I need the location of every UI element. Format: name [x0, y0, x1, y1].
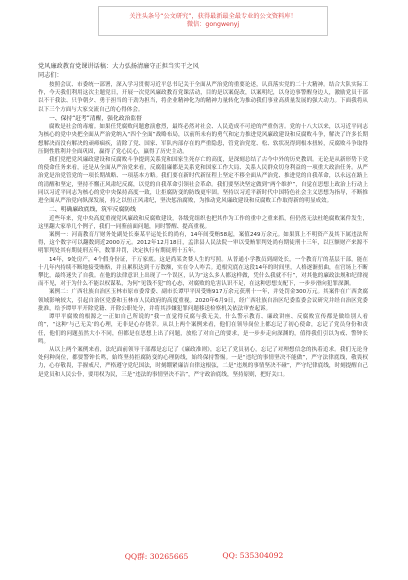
document-title: 党风廉政教育党课讲话稿：大力弘扬清廉守正担当实干之风: [38, 63, 199, 70]
section-heading: 一、保持“赶考”清醒，强化政治监督: [49, 115, 142, 122]
paragraph: 14年，9处房产，4个假身份证，千万家底。这是尚某贪婪人生的写照。从普通小学教员到副处长，一个教育厅的基层干部，能在十几年内持续不断地接受贿赂，并且累积达到千万数额，实在令人咋舌。追根究底在这段14年的时间里，人格逐渐扭曲，在官场上不断攀比，最终迷失了自我。在他的法律意识上出现了一个误区，认为“这么多人都这样做，凭什么我就不行”，对其他的廉政法规和纪律视而不见，对于为什么不能以权谋私，为何“见钱不犯”的心态，对腐败的危害认识不足，在这种思想支配下，一步步滑向犯罪深渊。: [38, 256, 368, 288]
paragraph: 腐败是社会的毒瘤。如果任凭腐败问题愈演愈烈，最终必然对社会、人民造成不可逆的严重伤害。党的十八大以来，以习近平同志为核心的党中央把全面从严治党纳入“四个全面”战略布局，以前所未有的勇气和定力推进党风廉政建设和反腐败斗争，解决了许多长期想解决而没有解决的顽瘴痼疾，清除了党、国家、军队内部存在的严重隐患，管党治党宽、松、软状况得到根本扭转，反腐败斗争取得压倒性胜利并全面巩固，赢得了党心民心，赢得了历史主动。: [38, 124, 368, 155]
footer-qq: QQ: 535304092: [222, 551, 284, 560]
footer-qq-group: QQ群: 30265665: [124, 552, 189, 561]
greeting: 同志们：: [38, 72, 63, 79]
paragraph: 案例一：河南教育厅财务处副处长秦某平运处长的尚有，14年间受贿58起，案值249万余元。如果算上不明资产及其下属违法所得，这个数字可以翻数到近2000万元。2012年12月18日，孟津县人民法院一审以受贿罪判处尚有期徒刑十三年，以巨额财产来源不明罪判处其有期徒刑五年，数罪并罚，决定执行有期徒刑十五年。: [38, 232, 368, 255]
section-heading: 二、明确廉政底线，筑牢反腐防线: [49, 207, 136, 214]
paragraph: 案例二：广西壮族自治区玉林市原市委常委、副市长谭甲平因受贿917万余元获刑十一年，并处罚金300万元。其案件在广西贪腐领域影响较大，引起自治区党委和玉林市人民政府的高度重视。2020年6月9日，经广西壮族自治区纪委监委会议研究并经自治区党委批准，给予谭甲平开除党籍、开除公职处分，并将其涉嫌犯罪问题移送检察机关依法审查起诉。: [38, 289, 368, 312]
document-paragraphs: [38, 81, 368, 379]
promo-banner-line2: 微信：gongwenyj: [186, 21, 240, 28]
paragraph: 谭甲平腐败的根源之一正如自己所说的“我一直觉得反腐与我无关，什么警示教育、廉政讲座、反腐败宣传都是做给别人看的”，“这种‘与己无关’的心理，无非是心存侥幸。从以上两个案例来看，他们在领导岗位上都忘记了初心使命，忘记了党员身份和责任，他们的问题虽然大小不同，但都是在思想上出了问题，放松了对自己的要求，是一步步走向深渊的，值得我们引以为戒、警钟长鸣。: [38, 314, 368, 345]
footer: [0, 551, 408, 565]
paragraph: 我们党把党风廉政建设和反腐败斗争提到关系党和国家生死存亡的高度，是深刻总结了古今中外的历史教训。无论是从新形势下党的使命任务来看，还是从全面从严治党来看，反腐倡廉都是关系党和国家工作大局、关系人民群众切身利益的一项重大政治任务。从严治党是治党管党的一项长期战略、一项基本方略。我们要在新时代新征程上坚定不移全面从严治党、推进党的自我革命，以永远在路上的清醒和坚定，坚持不懈正风肃纪反腐，以党的自我革命引领社会革命。我们要坚决坚定做到“两个维护”，自觉在思想上政治上行动上同以习近平同志为核心的党中央保持高度一致，让拒腐防变的防线更牢固。坚持以习近平新时代中国特色社会主义思想为指导，不断推进全面从严治党向纵深发展，持之以恒正风肃纪，坚决惩治腐败，为推动党风廉政建设和反腐败工作取得新的明显成效。: [38, 157, 368, 205]
paragraph: 从以上两个案例来看，法纪面前领导干部都是忘记了《廉政准则》，忘记了党员初心，忘记了对理想信念的执着追求。我们无论身处何种岗位，都要警钟长鸣，始终坚持拒腐防变的心理防线，始终保持警惕。一是“违纪的事情坚决不能做”，严守法律底线，敬畏权力，心存敬畏，手握戒尺，严格遵守党纪国法，时刻绷紧廉洁自律这根弦，二是“违规的事情坚决不碰”，严守纪律底线，时刻提醒自己是党员和人民公仆，要用权为民，三是“违法的事情坚决不沾”，严守政治底线，坚持原则，把好关口。: [38, 346, 368, 378]
document-body: [38, 62, 368, 379]
promo-banner-line1: 关注头条号“公文研究”，获得最新最全最专业的公文资料库！: [129, 13, 297, 20]
paragraph: 近些年来，党中央高度重视党风廉政和反腐败建设，各级党组织也把其作为工作的重中之重来抓，但仍然无法杜绝腐败案件发生，这里翻大家举几个例子，我们一同鉴前面问题，同时警醒、提高重视。: [38, 215, 368, 230]
paragraph: 按照会议、市委统一部署，深入学习贯彻习近平总书记关于全面从严治党的重要论述，认真落实党的二十大精神。结合大队实际工作，今天我们利用这次主题党日，开展一次党风廉政教育党课活动，目的是以案促改，以案明纪，以身边事警醒身边人，激励党员干部以不干我法、只争朝夕、勇于担当的干劲为担当，将企业精神化为的精神力量转化为推动我们事业高质量发展的强大动力。下面我将从以下三个方面与大家交流自己的心得体会。: [38, 82, 368, 113]
promo-banner: [98, 6, 328, 36]
